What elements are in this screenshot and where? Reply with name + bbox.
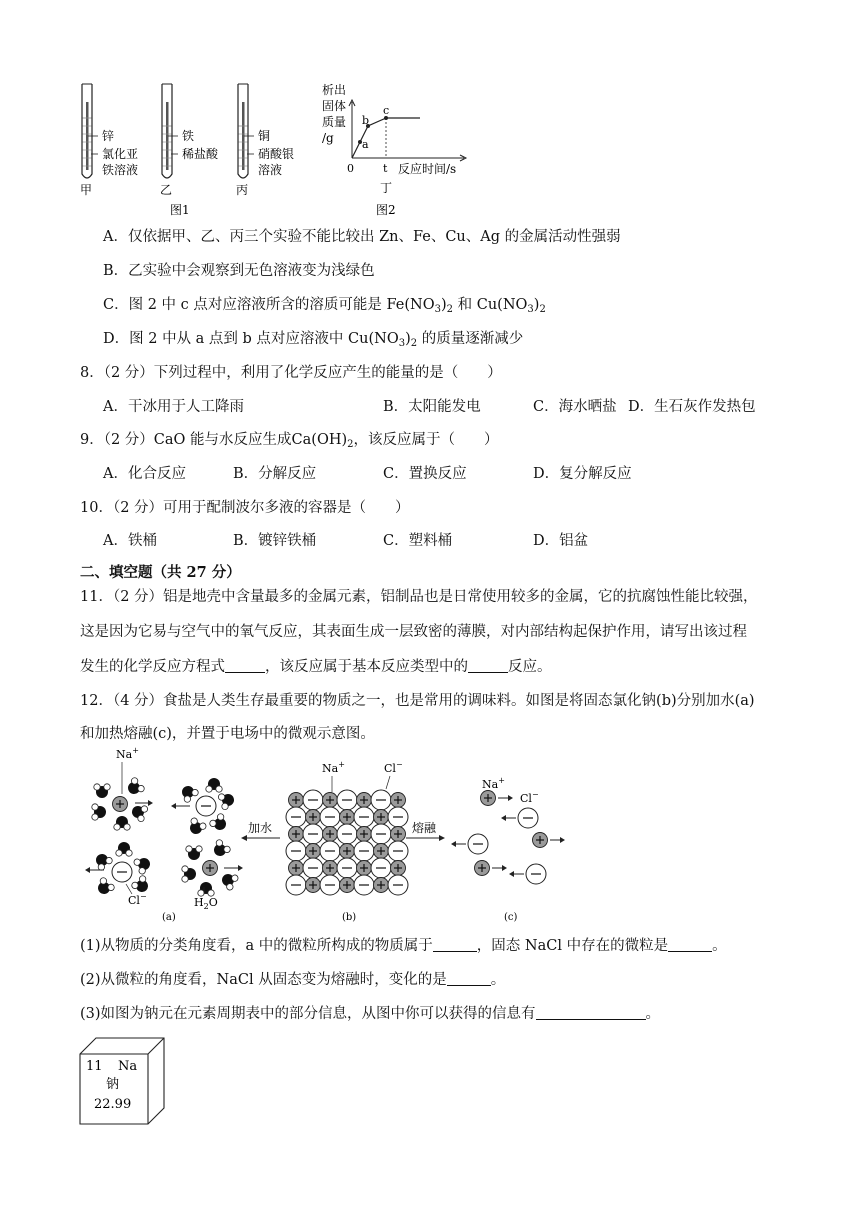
lattice-cl-ion xyxy=(354,875,374,895)
figure-1-2 xyxy=(70,78,470,220)
tube-jia-metal: 锌 xyxy=(102,129,115,143)
graph-origin: 0 xyxy=(347,162,354,175)
tube-yi-metal: 铁 xyxy=(182,129,195,143)
nacl-micro-figure xyxy=(80,744,600,924)
q9-option-a: A．化合反应 xyxy=(103,466,186,482)
tube-bing-metal: 铜 xyxy=(258,129,271,143)
q8-option-a: A．干冰用于人工降雨 xyxy=(103,399,244,415)
q8-option-d: D．生石灰作发热包 xyxy=(628,399,756,415)
q12-part-3: (3)如图为钠元在元素周期表中的部分信息，从图中你可以获得的信息有 。 xyxy=(80,1006,661,1022)
fig-a-cl-label: Cl− xyxy=(128,892,147,907)
q12-line-1: 12．（4 分）食盐是人类生存最重要的物质之一，也是常用的调味料。如图是将固态氯化钠(b)分别加水(a) xyxy=(80,693,755,709)
lattice-na-ion xyxy=(289,861,304,876)
lattice-cl-ion xyxy=(354,841,374,861)
fig-a-na-label: Na+ xyxy=(116,746,139,761)
lattice-cl-ion xyxy=(286,875,306,895)
q11-line-3: 发生的化学反应方程式 ，该反应属于基本反应类型中的 反应。 xyxy=(80,659,552,675)
graph-ylabel-2: 固体 xyxy=(322,99,347,113)
fig-b-na-label: Na+ xyxy=(322,760,345,775)
graph-axes xyxy=(349,100,466,161)
q8-option-b: B．太阳能发电 xyxy=(383,399,481,415)
lattice-na-ion xyxy=(357,861,372,876)
element-atomic-mass: 22.99 xyxy=(94,1097,132,1112)
figure-2-caption: 图2 xyxy=(376,203,396,217)
q7-option-d: D．图 2 中从 a 点到 b 点对应溶液中 $Cu(NO_3)_2$ 的质量逐渐减少 xyxy=(103,331,524,349)
lattice-cl-ion xyxy=(388,807,408,827)
element-cell-sodium xyxy=(76,1034,176,1130)
lattice-na-ion xyxy=(289,793,304,808)
tube-yi-label: 乙 xyxy=(160,183,173,197)
lattice-cl-ion xyxy=(337,824,357,844)
fig-c-na-label: Na+ xyxy=(482,776,505,791)
lattice-cl-ion xyxy=(337,790,357,810)
lattice-na-ion xyxy=(306,810,321,825)
lattice-cl-ion xyxy=(286,807,306,827)
lattice-na-ion xyxy=(357,793,372,808)
tube-jia-solution-1: 氯化亚 xyxy=(102,147,139,161)
q12-blank-1a[interactable] xyxy=(433,937,477,952)
graph-label-c: c xyxy=(383,104,390,117)
fig-b-cl-label: Cl− xyxy=(384,760,403,775)
q11-line-1: 11．（2 分）铝是地壳中含量最多的金属元素，铝制品也是日常使用较多的金属，它的抗腐蚀性能比较强， xyxy=(80,589,758,605)
lattice-na-ion xyxy=(374,878,389,893)
lattice-cl-ion xyxy=(371,858,391,878)
element-symbol: Na xyxy=(118,1059,138,1074)
q7-option-a: A．仅依据甲、乙、丙三个实验不能比较出 Zn、Fe、Cu、Ag 的金属活动性强弱 xyxy=(103,229,621,245)
lattice-na-ion xyxy=(323,793,338,808)
q12-part-2: (2)从微粒的角度看，NaCl 从固态变为熔融时，变化的是 。 xyxy=(80,972,506,988)
graph-label-a: a xyxy=(362,138,369,151)
fig-label-c: (c) xyxy=(504,912,518,923)
graph-sub-label: 丁 xyxy=(380,181,393,195)
lattice-na-ion xyxy=(340,844,355,859)
lattice-cl-ion xyxy=(388,875,408,895)
q12-part-1: (1)从物质的分类角度看，a 中的微粒所构成的物质属于 ，固态 NaCl 中存在的微粒是 。 xyxy=(80,938,727,954)
fig-label-a: (a) xyxy=(162,912,176,923)
tube-jia-solution-2: 铁溶液 xyxy=(102,163,139,177)
lattice-cl-ion xyxy=(320,841,340,861)
fig-a-h2o-label: $H_2O$ xyxy=(194,896,218,911)
graph-ylabel-4: /g xyxy=(322,131,334,145)
lattice-cl-ion xyxy=(371,790,391,810)
element-name: 钠 xyxy=(106,1077,120,1092)
lattice-na-ion xyxy=(323,827,338,842)
lattice-na-ion xyxy=(391,793,406,808)
molten-ions-c xyxy=(451,791,565,885)
lattice-cl-ion xyxy=(303,824,323,844)
tube-jia-label: 甲 xyxy=(80,183,93,197)
graph-label-b: b xyxy=(362,114,370,127)
q9-stem: 9．（2 分）CaO 能与水反应生成$Ca(OH)_2$，该反应属于（ ） xyxy=(80,432,499,450)
tube-bing-label: 丙 xyxy=(236,183,249,197)
lattice-cl-ion xyxy=(354,807,374,827)
q9-option-c: C．置换反应 xyxy=(383,466,467,482)
section-2-heading: 二、填空题（共 27 分） xyxy=(80,564,241,581)
test-tube-jia xyxy=(82,84,98,178)
q11-line-2: 这是因为它易与空气中的氧气反应，其表面生成一层致密的薄膜，对内部结构起保护作用，请写出该过程 xyxy=(80,624,747,640)
q11-blank-reaction-type[interactable] xyxy=(468,658,508,673)
q12-blank-2[interactable] xyxy=(447,971,491,986)
lattice-cl-ion xyxy=(303,858,323,878)
add-water-label: 加水 xyxy=(248,821,273,835)
graph-ylabel-1: 析出 xyxy=(322,83,347,97)
test-tube-yi xyxy=(162,84,178,178)
lattice-na-ion xyxy=(340,810,355,825)
hydrated-ions-a xyxy=(85,776,243,897)
lattice-cl-ion xyxy=(337,858,357,878)
q10-option-d: D．铝盆 xyxy=(533,533,589,549)
q12-blank-1b[interactable] xyxy=(668,937,712,952)
lattice-na-ion xyxy=(357,827,372,842)
lattice-na-ion xyxy=(289,827,304,842)
nacl-lattice-b xyxy=(286,790,408,895)
q8-stem: 8．（2 分）下列过程中，利用了化学反应产生的能量的是（ ） xyxy=(80,365,502,381)
lattice-na-ion xyxy=(323,861,338,876)
lattice-na-ion xyxy=(306,844,321,859)
graph-ylabel-3: 质量 xyxy=(322,115,347,129)
melt-label: 熔融 xyxy=(412,821,437,835)
graph-xlabel: 反应时间/s xyxy=(398,162,457,176)
test-tube-bing xyxy=(238,84,254,178)
q8-option-c: C．海水晒盐 xyxy=(533,399,617,415)
lattice-na-ion xyxy=(391,861,406,876)
lattice-na-ion xyxy=(374,810,389,825)
lattice-cl-ion xyxy=(388,841,408,861)
lattice-na-ion xyxy=(391,827,406,842)
q10-option-c: C．塑料桶 xyxy=(383,533,453,549)
q9-option-b: B．分解反应 xyxy=(233,466,317,482)
lattice-cl-ion xyxy=(320,807,340,827)
element-atomic-number: 11 xyxy=(86,1059,103,1074)
q9-option-d: D．复分解反应 xyxy=(533,466,632,482)
lattice-cl-ion xyxy=(303,790,323,810)
q7-option-c: C．图 2 中 c 点对应溶液所含的溶质可能是 $Fe(NO_3)_2$ 和 $Cu(NO_3)_2$ xyxy=(103,297,546,315)
tube-bing-solution-2: 溶液 xyxy=(258,163,283,177)
figure-1-caption: 图1 xyxy=(170,203,190,217)
q7-option-b: B．乙实验中会观察到无色溶液变为浅绿色 xyxy=(103,263,375,279)
q10-option-a: A．铁桶 xyxy=(103,533,157,549)
fig-c-cl-label: Cl− xyxy=(520,790,539,805)
tube-yi-solution: 稀盐酸 xyxy=(182,147,219,161)
lattice-na-ion xyxy=(374,844,389,859)
q10-stem: 10．（2 分）可用于配制波尔多液的容器是（ ） xyxy=(80,500,410,516)
lattice-cl-ion xyxy=(371,824,391,844)
q11-blank-equation[interactable] xyxy=(225,658,265,673)
q10-option-b: B．镀锌铁桶 xyxy=(233,533,317,549)
lattice-cl-ion xyxy=(320,875,340,895)
lattice-cl-ion xyxy=(286,841,306,861)
q12-blank-3[interactable] xyxy=(536,1005,646,1020)
graph-t-label: t xyxy=(383,162,388,175)
lattice-na-ion xyxy=(340,878,355,893)
lattice-na-ion xyxy=(306,878,321,893)
tube-bing-solution-1: 硝酸银 xyxy=(258,147,295,161)
q12-line-2: 和加热熔融(c)，并置于电场中的微观示意图。 xyxy=(80,726,375,742)
fig-label-b: (b) xyxy=(342,912,357,923)
